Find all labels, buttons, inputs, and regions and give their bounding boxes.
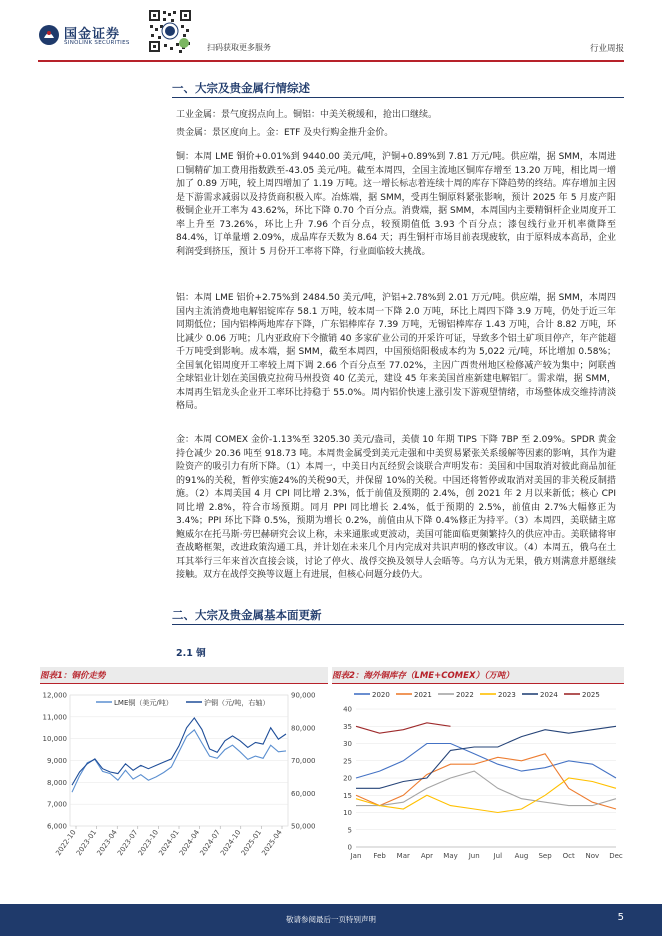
chart-2-legend-label-2023: 2023 bbox=[498, 691, 516, 699]
copper-subsection-title: 2.1 铜 bbox=[176, 648, 206, 659]
logo-name-en: SINOLINK SECURITIES bbox=[64, 40, 130, 46]
chart-1-x-tick: 2024-04 bbox=[177, 828, 202, 858]
precious-metals-text: 贵金属：景区度向上。金：ETF 及央行购金推升金价。 bbox=[176, 128, 394, 138]
chart-1-right-tick: 60,000 bbox=[291, 789, 316, 798]
chart-2-x-tick: Apr bbox=[420, 852, 433, 860]
chart-2-x-tick: Oct bbox=[562, 852, 575, 860]
industrial-metals-text: 工业金属：景气度拐点向上。铜铝：中美关税缓和，抢出口继续。 bbox=[176, 110, 438, 120]
precious-metals-summary bbox=[176, 127, 616, 141]
chart-2-y-tick: 40 bbox=[343, 705, 352, 714]
chart-1-right-tick: 80,000 bbox=[291, 724, 316, 733]
chart-1-x-tick: 2024-01 bbox=[157, 828, 181, 858]
chart-2-y-tick: 30 bbox=[343, 740, 352, 748]
chart-1-left-tick: 12,000 bbox=[42, 691, 67, 700]
copper-price-chart bbox=[40, 685, 330, 870]
chart-2-x-tick: Mar bbox=[396, 852, 410, 860]
chart-1-x-tick: 2023-04 bbox=[95, 828, 119, 858]
chart-2-x-tick: May bbox=[443, 852, 458, 860]
section-1-title: 一、大宗及贵金属行情综述 bbox=[172, 81, 310, 95]
figure-2-title: 图表2：海外铜库存（LME+COMEX）（万吨） bbox=[332, 667, 624, 683]
chart-2-legend-label-2022: 2022 bbox=[456, 691, 474, 699]
chart-2-y-tick: 5 bbox=[347, 826, 352, 835]
figure-2-title-rule bbox=[332, 683, 624, 684]
brand-logo bbox=[38, 22, 150, 52]
chart-2-y-tick: 20 bbox=[343, 774, 352, 783]
chart-2-legend-label-2025: 2025 bbox=[582, 691, 600, 699]
chart-2-legend-label-2021: 2021 bbox=[414, 691, 432, 699]
page-header bbox=[0, 0, 662, 66]
chart-1-left-tick: 6,000 bbox=[46, 822, 67, 831]
chart-1-right-tick: 50,000 bbox=[291, 822, 316, 831]
chart-1-left-tick: 9,000 bbox=[46, 757, 67, 765]
chart-2-x-tick: Nov bbox=[585, 852, 600, 860]
disclaimer-note: 敬请参阅最后一页特别声明 bbox=[286, 915, 376, 924]
chart-2-series-2025 bbox=[356, 723, 451, 733]
chart-2-y-tick: 35 bbox=[343, 722, 352, 731]
section-2-divider bbox=[172, 624, 624, 625]
chart-2-y-tick: 25 bbox=[343, 757, 352, 766]
qr-code-icon[interactable] bbox=[143, 8, 199, 54]
chart-1-x-tick: 2024-10 bbox=[219, 828, 243, 858]
scan-for-service-text: 扫码获取更多服务 bbox=[207, 43, 271, 52]
chart-1-left-tick: 8,000 bbox=[46, 778, 67, 787]
logo-name-cn: 国金证券 bbox=[64, 27, 121, 42]
chart-2-legend-label-2020: 2020 bbox=[372, 691, 390, 699]
chart-2-legend-label-2024: 2024 bbox=[540, 691, 558, 699]
chart-1-x-tick: 2022-10 bbox=[54, 828, 78, 858]
chart-2-y-tick: 0 bbox=[347, 843, 352, 852]
header-divider bbox=[38, 60, 624, 62]
chart-1-right-tick: 90,000 bbox=[291, 691, 316, 700]
chart-2-y-tick: 10 bbox=[343, 809, 352, 817]
figure-1-title: 图表1：铜价走势 bbox=[40, 667, 328, 683]
chart-2-x-tick: Sep bbox=[538, 852, 552, 860]
aluminum-paragraph bbox=[176, 292, 616, 414]
section-1-divider bbox=[172, 97, 624, 98]
chart-1-x-tick: 2023-10 bbox=[136, 828, 161, 858]
chart-1-x-tick: 2024-07 bbox=[198, 828, 222, 858]
chart-1-x-tick: 2023-07 bbox=[116, 828, 140, 858]
page-number: 5 bbox=[617, 912, 624, 923]
chart-1-left-tick: 10,000 bbox=[42, 735, 67, 744]
industrial-metals-summary bbox=[176, 109, 616, 123]
chart-2-series-2022 bbox=[356, 771, 616, 806]
page-footer bbox=[0, 904, 662, 936]
gold-text: 金：本周 COMEX 金价-1.13%至 3205.30 美元/盎司，美债 10 年期 TIPS 下降 7BP 至 2.09%。SPDR 黄金持仓减少 20.36 吨至 918.73 吨。本周贵金属受到美元走强和中美贸易紧张关系缓解等因素的影响，其作为避险资产的吸引力有所下降。（1）本周一，中美日内瓦经贸会谈联合声明发布：美国和中国取消对彼此商品加征的91%的关税，暂停实施24%的关税90天，并保留 10%的关税。中国还将暂停或取消对美国的非关税反制措施。（2）本周美国 4 月 CPI 同比增 2.3%，低于前值及预期的 2.4%，创 2021 年 2 月以来新低；核心 CPI 同比增 2.8%，符合市场预期。同月 PPI 同比增长 2.4%，低于预期的 2.5%，前值由 2.7%大幅修正为 3.4%；PPI 环比下降 0.5%，预期为增长 0.2%，前值由从下降 0.4%修正为持平。（3）本周四，美联储主席鲍威尔在托马斯·劳巴赫研究会议上称，未来通胀或更波动，美国可能面临更频繁持久的供应冲击。美联储将审查战略框架，改进政策沟通工具，并计划在未来几个月内完成对共识声明的修改审议。（4）本周五，俄乌在土耳其举行三年来首次直接会谈，讨论了停火、战俘交换及领导人会晤等。乌方认为无果，俄方则满意并愿继续接触。双方在战俘交换等议题上有进展，但核心问题分歧仍大。 bbox=[176, 435, 616, 581]
logo-mark-icon bbox=[38, 24, 60, 46]
chart-1-right-tick: 70,000 bbox=[291, 757, 316, 765]
chart-2-x-tick: Jun bbox=[468, 852, 480, 860]
copper-inventory-chart bbox=[332, 685, 624, 870]
copper-paragraph bbox=[176, 151, 616, 259]
chart-2-x-tick: Jan bbox=[350, 852, 362, 860]
chart-2-x-tick: Aug bbox=[514, 852, 529, 860]
chart-2-x-tick: Dec bbox=[609, 852, 623, 860]
legend-label-lme: LME铜（美元/吨） bbox=[114, 699, 173, 707]
report-type-label: 行业周报 bbox=[589, 44, 624, 54]
figure-1-title-rule bbox=[40, 683, 328, 684]
chart-1-x-tick: 2023-01 bbox=[74, 828, 99, 858]
legend-label-shfe: 沪铜（元/吨，右轴） bbox=[204, 699, 270, 707]
chart-1-x-tick: 2025-04 bbox=[260, 828, 284, 858]
chart-1-left-tick: 11,000 bbox=[42, 713, 67, 722]
gold-paragraph bbox=[176, 434, 616, 583]
copper-text: 铜：本周 LME 铜价+0.01%到 9440.00 美元/吨，沪铜+0.89%到 7.81 万元/吨。供应端，据 SMM，本周进口铜精矿加工费用指数跌至-43.05 美元/吨。截至本周四，全国主流地区铜库存增至 13.20 万吨，相比周一增加了 0.89 万吨，较上周四增加了 1.19 万吨。这一增长标志着连续十周的库存下降趋势的终结。库存增加主因是下游需求减弱以及持货商积极入库。冶炼端，据 SMM，受再生铜原料紧张影响，预计 2025 年 5 月废产阳极铜企业开工率为 43.62%，环比下降 0.70 个百分点。消费端，据 SMM，本周国内主要精铜杆企业周度开工率上升至 73.26%，环比上升 7.96 个百分点，较预期值低 3.93 个百分点；漆包线行业开机率微降至 84.4%，订单量增 2.09%，成品库存天数为 8.64 天；再生铜杆市场目前表现疲软，由于原料成本高昂，企业利润受到挤压，预计 5 月份开工率将下降，行业面临较大挑战。 bbox=[176, 152, 616, 257]
aluminum-text: 铝：本周 LME 铝价+2.75%到 2484.50 美元/吨，沪铝+2.78%到 2.01 万元/吨。供应端，据 SMM，本周四国内主流消费地电解铝锭库存 58.1 万吨，较本周一下降 2.0 万吨，环比上周四下降 3.9 万吨，仍处于近三年同期低位；国内铝棒两地库存下降，广东铝棒库存 7.39 万吨，无锡铝棒库存 1.43 万吨，合计 8.82 万吨，环比减少 0.06 万吨；几内亚政府下令撤销 40 多家矿业公司的开采许可证，导致多个铝土矿项目停产，年产能超千万吨受到影响。成本端，据 SMM，截至本周四，中国预焙阳极成本约为 5,022 元/吨，环比增加 0.58%；全国氧化铝周度开工率较上周下调 2.66 个百分点至 77.02%，主因广西贵州地区检修减产较为集中；阿联酋全球铝业计划在美国俄克拉荷马州投资 40 亿美元，建设 45 年来美国首座新建电解铝厂。需求端，据 SMM，本周再生铝龙头企业开工率环比持稳于 55.0%。周内铝价快速上涨引发下游观望情绪，市场整体成交维持清淡格局。 bbox=[176, 293, 616, 412]
chart-1-left-tick: 7,000 bbox=[46, 800, 67, 809]
chart-2-x-tick: Feb bbox=[373, 852, 386, 860]
chart-2-y-tick: 15 bbox=[343, 791, 352, 800]
chart-2-x-tick: Jul bbox=[493, 852, 503, 860]
chart-1-x-tick: 2025-01 bbox=[239, 828, 264, 858]
section-2-title: 二、大宗及贵金属基本面更新 bbox=[172, 608, 322, 622]
